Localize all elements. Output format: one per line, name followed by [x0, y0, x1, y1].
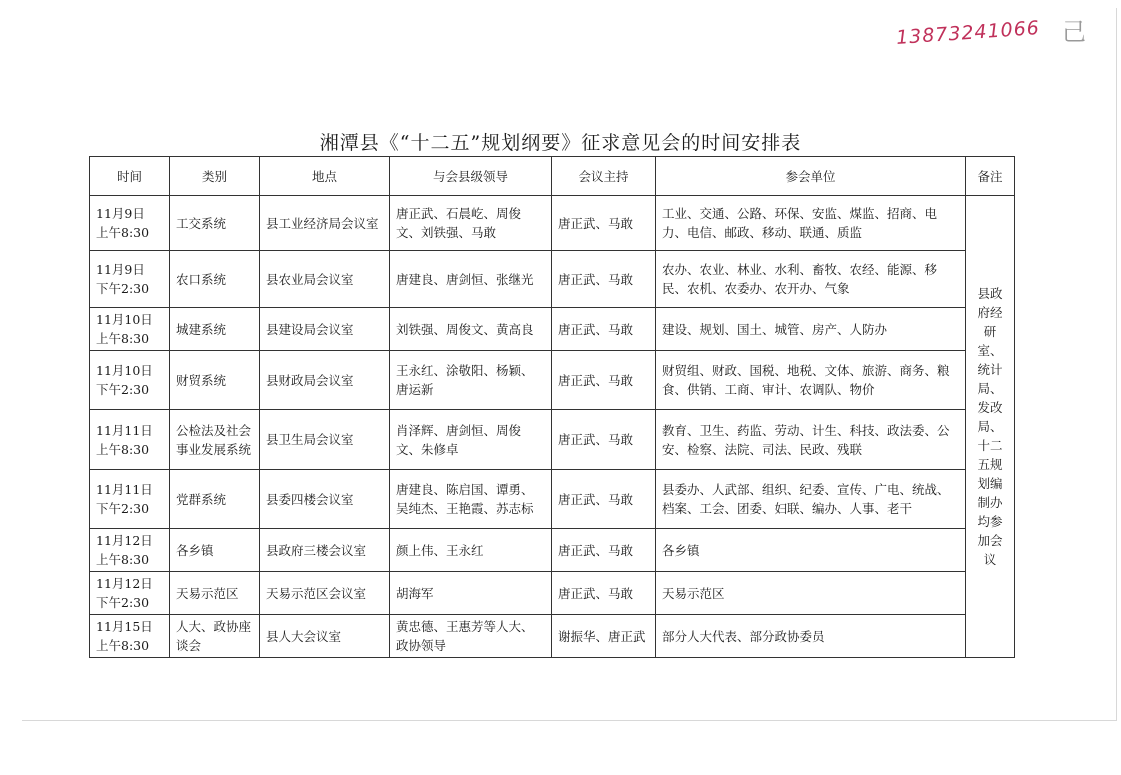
host-cell: 唐正武、马敢	[552, 251, 656, 308]
date: 11月11日	[96, 422, 153, 438]
location-cell: 县财政局会议室	[260, 351, 390, 410]
table-row	[90, 251, 1015, 308]
host-cell: 唐正武、马敢	[552, 470, 656, 529]
leaders-cell: 唐建良、唐剑恒、张继光	[390, 251, 552, 308]
location-cell: 县政府三楼会议室	[260, 529, 390, 572]
leaders-cell: 黄忠德、王惠芳等人大、政协领导	[390, 615, 552, 658]
time-cell	[90, 251, 170, 308]
table-row	[90, 196, 1015, 251]
time-of-day: 上午8:30	[96, 441, 150, 457]
date: 11月10日	[96, 312, 153, 327]
header-units: 参会单位	[656, 157, 966, 196]
host-cell: 谢振华、唐正武	[552, 615, 656, 658]
units-cell: 县委办、人武部、组织、纪委、宣传、广电、统战、档案、工会、团委、妇联、编办、人事、老干	[656, 470, 966, 529]
category-cell: 城建系统	[170, 308, 260, 351]
units-cell: 天易示范区	[656, 572, 966, 615]
leaders-cell: 肖泽辉、唐剑恒、周俊文、朱修卓	[390, 410, 552, 470]
category-cell: 公检法及社会事业发展系统	[170, 410, 260, 470]
time-cell	[90, 308, 170, 351]
time-cell	[90, 196, 170, 251]
time-cell	[90, 529, 170, 572]
host-cell: 唐正武、马敢	[552, 529, 656, 572]
time-of-day: 下午2:30	[96, 501, 150, 516]
location-cell: 县建设局会议室	[260, 308, 390, 351]
units-cell: 建设、规划、国土、城管、房产、人防办	[656, 308, 966, 351]
date: 11月11日	[96, 482, 153, 497]
remark-cell: 县政府经研室、统计局、发改局、十二五规划编制办均参加会议	[966, 196, 1015, 658]
location-cell: 县委四楼会议室	[260, 470, 390, 529]
time-cell	[90, 351, 170, 410]
host-cell: 唐正武、马敢	[552, 308, 656, 351]
schedule-table	[89, 156, 1015, 658]
date: 11月10日	[96, 363, 153, 378]
time-of-day: 上午8:30	[96, 552, 150, 567]
header-time: 时间	[90, 157, 170, 196]
header-category: 类别	[170, 157, 260, 196]
date: 11月15日	[96, 619, 153, 634]
units-cell: 各乡镇	[656, 529, 966, 572]
location-cell: 县农业局会议室	[260, 251, 390, 308]
header-host: 会议主持	[552, 157, 656, 196]
table-header-row	[90, 157, 1015, 196]
category-cell: 工交系统	[170, 196, 260, 251]
time-of-day: 上午8:30	[96, 331, 150, 346]
category-cell: 党群系统	[170, 470, 260, 529]
time-of-day: 下午2:30	[96, 595, 150, 610]
time-cell	[90, 572, 170, 615]
location-cell: 县卫生局会议室	[260, 410, 390, 470]
units-cell: 财贸组、财政、国税、地税、文体、旅游、商务、粮食、供销、工商、审计、农调队、物价	[656, 351, 966, 410]
leaders-cell: 唐建良、陈启国、谭勇、吴纯杰、王艳霞、苏志标	[390, 470, 552, 529]
time-of-day: 下午2:30	[96, 382, 150, 397]
date: 11月12日	[96, 576, 153, 591]
host-cell: 唐正武、马敢	[552, 410, 656, 470]
category-cell: 各乡镇	[170, 529, 260, 572]
units-cell: 工业、交通、公路、环保、安监、煤监、招商、电力、电信、邮政、移动、联通、质监	[656, 196, 966, 251]
table-row	[90, 572, 1015, 615]
table-row	[90, 470, 1015, 529]
category-cell: 天易示范区	[170, 572, 260, 615]
units-cell: 部分人大代表、部分政协委员	[656, 615, 966, 658]
category-cell: 农口系统	[170, 251, 260, 308]
table-row	[90, 529, 1015, 572]
date: 11月9日	[96, 262, 145, 277]
category-cell: 财贸系统	[170, 351, 260, 410]
time-of-day: 下午2:30	[96, 281, 150, 296]
host-cell: 唐正武、马敢	[552, 351, 656, 410]
leaders-cell: 颜上伟、王永红	[390, 529, 552, 572]
host-cell: 唐正武、马敢	[552, 196, 656, 251]
host-cell: 唐正武、马敢	[552, 572, 656, 615]
category-cell: 人大、政协座谈会	[170, 615, 260, 658]
table-row	[90, 351, 1015, 410]
leaders-cell: 王永红、涂敬阳、杨颖、唐运新	[390, 351, 552, 410]
time-of-day: 上午8:30	[96, 638, 150, 653]
header-remark: 备注	[966, 157, 1015, 196]
table-row	[90, 615, 1015, 658]
date: 11月9日	[96, 206, 145, 221]
units-cell: 农办、农业、林业、水利、畜牧、农经、能源、移民、农机、农委办、农开办、气象	[656, 251, 966, 308]
time-of-day: 上午8:30	[96, 225, 150, 240]
document-title: 湘潭县《“十二五”规划纲要》征求意见会的时间安排表	[319, 132, 802, 154]
time-cell	[90, 410, 170, 470]
units-cell: 教育、卫生、药监、劳动、计生、科技、政法委、公安、检察、法院、司法、民政、残联	[656, 410, 966, 470]
header-leaders: 与会县级领导	[390, 157, 552, 196]
location-cell: 县工业经济局会议室	[260, 196, 390, 251]
leaders-cell: 唐正武、石晨屹、周俊文、刘铁强、马敢	[390, 196, 552, 251]
handwritten-phone-number: 13873241066	[895, 17, 1041, 49]
time-cell	[90, 470, 170, 529]
leaders-cell: 刘铁强、周俊文、黄高良	[390, 308, 552, 351]
location-cell: 天易示范区会议室	[260, 572, 390, 615]
header-location: 地点	[260, 157, 390, 196]
location-cell: 县人大会议室	[260, 615, 390, 658]
corner-handwritten-mark: 己	[1062, 18, 1086, 46]
date: 11月12日	[96, 533, 153, 548]
leaders-cell: 胡海军	[390, 572, 552, 615]
time-cell	[90, 615, 170, 658]
table-row	[90, 410, 1015, 470]
table-row	[90, 308, 1015, 351]
